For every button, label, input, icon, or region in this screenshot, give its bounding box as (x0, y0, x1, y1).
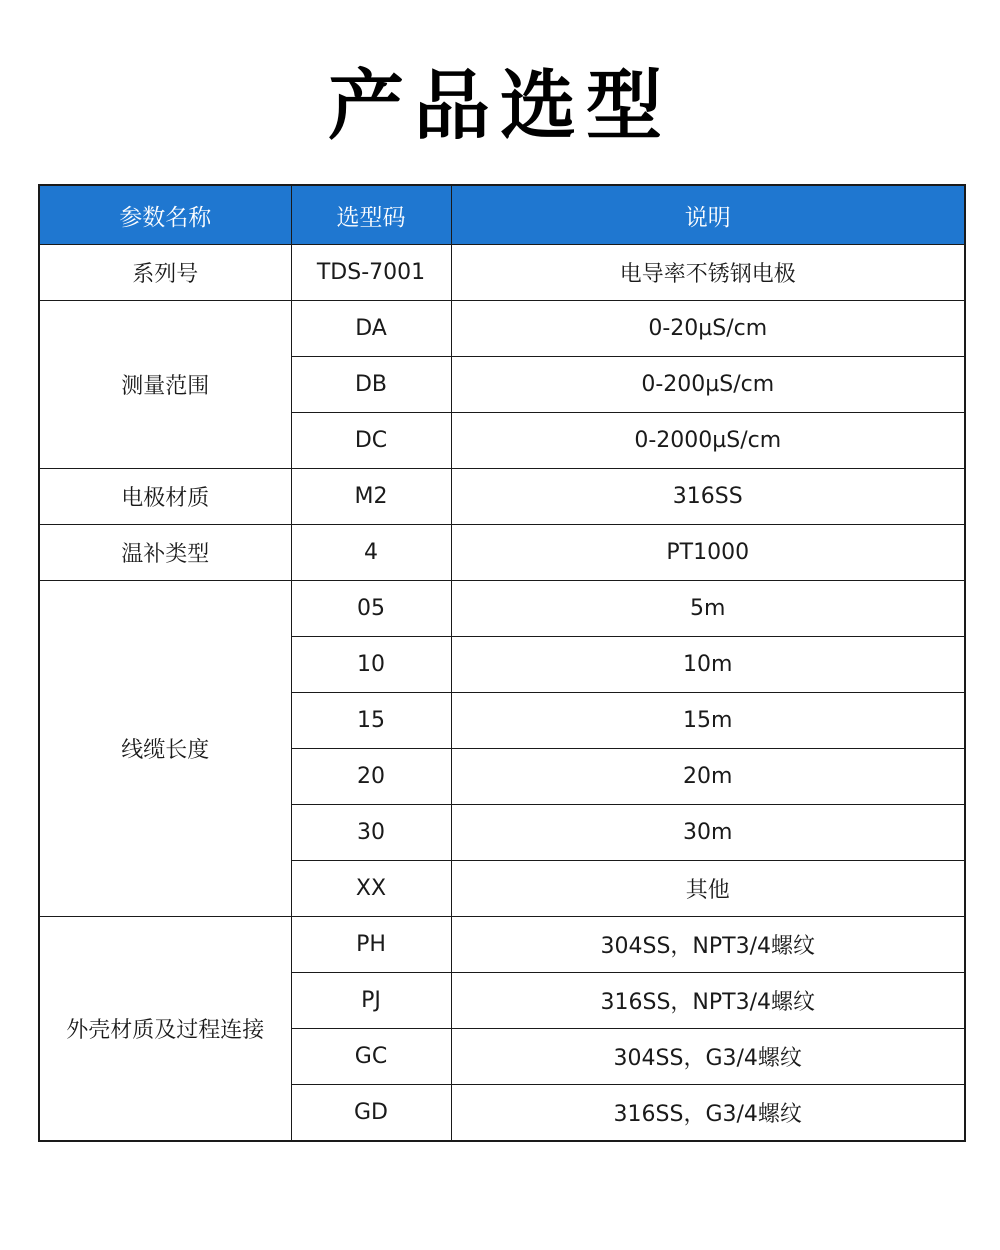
description-cell: 30m (451, 805, 965, 861)
param-name-cell: 外壳材质及过程连接 (39, 917, 291, 1142)
selection-code-cell: GD (291, 1085, 451, 1142)
header-code: 选型码 (291, 185, 451, 245)
selection-code-cell: 20 (291, 749, 451, 805)
description-cell: 316SS (451, 469, 965, 525)
description-cell: 304SS，NPT3/4螺纹 (451, 917, 965, 973)
selection-code-cell: XX (291, 861, 451, 917)
param-name-cell: 线缆长度 (39, 581, 291, 917)
selection-code-cell: PH (291, 917, 451, 973)
description-cell: 316SS，NPT3/4螺纹 (451, 973, 965, 1029)
table-row (39, 301, 965, 357)
header-param-name: 参数名称 (39, 185, 291, 245)
table-row (39, 917, 965, 973)
table-row (39, 525, 965, 581)
description-cell: 5m (451, 581, 965, 637)
description-cell: 20m (451, 749, 965, 805)
selection-code-cell: DC (291, 413, 451, 469)
description-cell: 10m (451, 637, 965, 693)
table-row (39, 581, 965, 637)
table-row (39, 469, 965, 525)
param-name-cell: 温补类型 (39, 525, 291, 581)
description-cell: 15m (451, 693, 965, 749)
table-body (39, 245, 965, 1142)
description-cell: 0-200µS/cm (451, 357, 965, 413)
header-description: 说明 (451, 185, 965, 245)
table-row (39, 245, 965, 301)
selection-code-cell: M2 (291, 469, 451, 525)
param-name-cell: 电极材质 (39, 469, 291, 525)
description-cell: PT1000 (451, 525, 965, 581)
description-cell: 0-2000µS/cm (451, 413, 965, 469)
selection-code-cell: DA (291, 301, 451, 357)
selection-code-cell: 05 (291, 581, 451, 637)
table-header-row (39, 185, 965, 245)
selection-code-cell: TDS-7001 (291, 245, 451, 301)
description-cell: 电导率不锈钢电极 (451, 245, 965, 301)
page-title: 产品选型 (328, 61, 672, 150)
description-cell: 304SS，G3/4螺纹 (451, 1029, 965, 1085)
selection-code-cell: GC (291, 1029, 451, 1085)
selection-code-cell: DB (291, 357, 451, 413)
param-name-cell: 测量范围 (39, 301, 291, 469)
description-cell: 其他 (451, 861, 965, 917)
description-cell: 316SS，G3/4螺纹 (451, 1085, 965, 1142)
product-selection-table (38, 184, 966, 1142)
selection-code-cell: PJ (291, 973, 451, 1029)
param-name-cell: 系列号 (39, 245, 291, 301)
selection-code-cell: 15 (291, 693, 451, 749)
selection-code-cell: 4 (291, 525, 451, 581)
selection-code-cell: 10 (291, 637, 451, 693)
selection-code-cell: 30 (291, 805, 451, 861)
description-cell: 0-20µS/cm (451, 301, 965, 357)
